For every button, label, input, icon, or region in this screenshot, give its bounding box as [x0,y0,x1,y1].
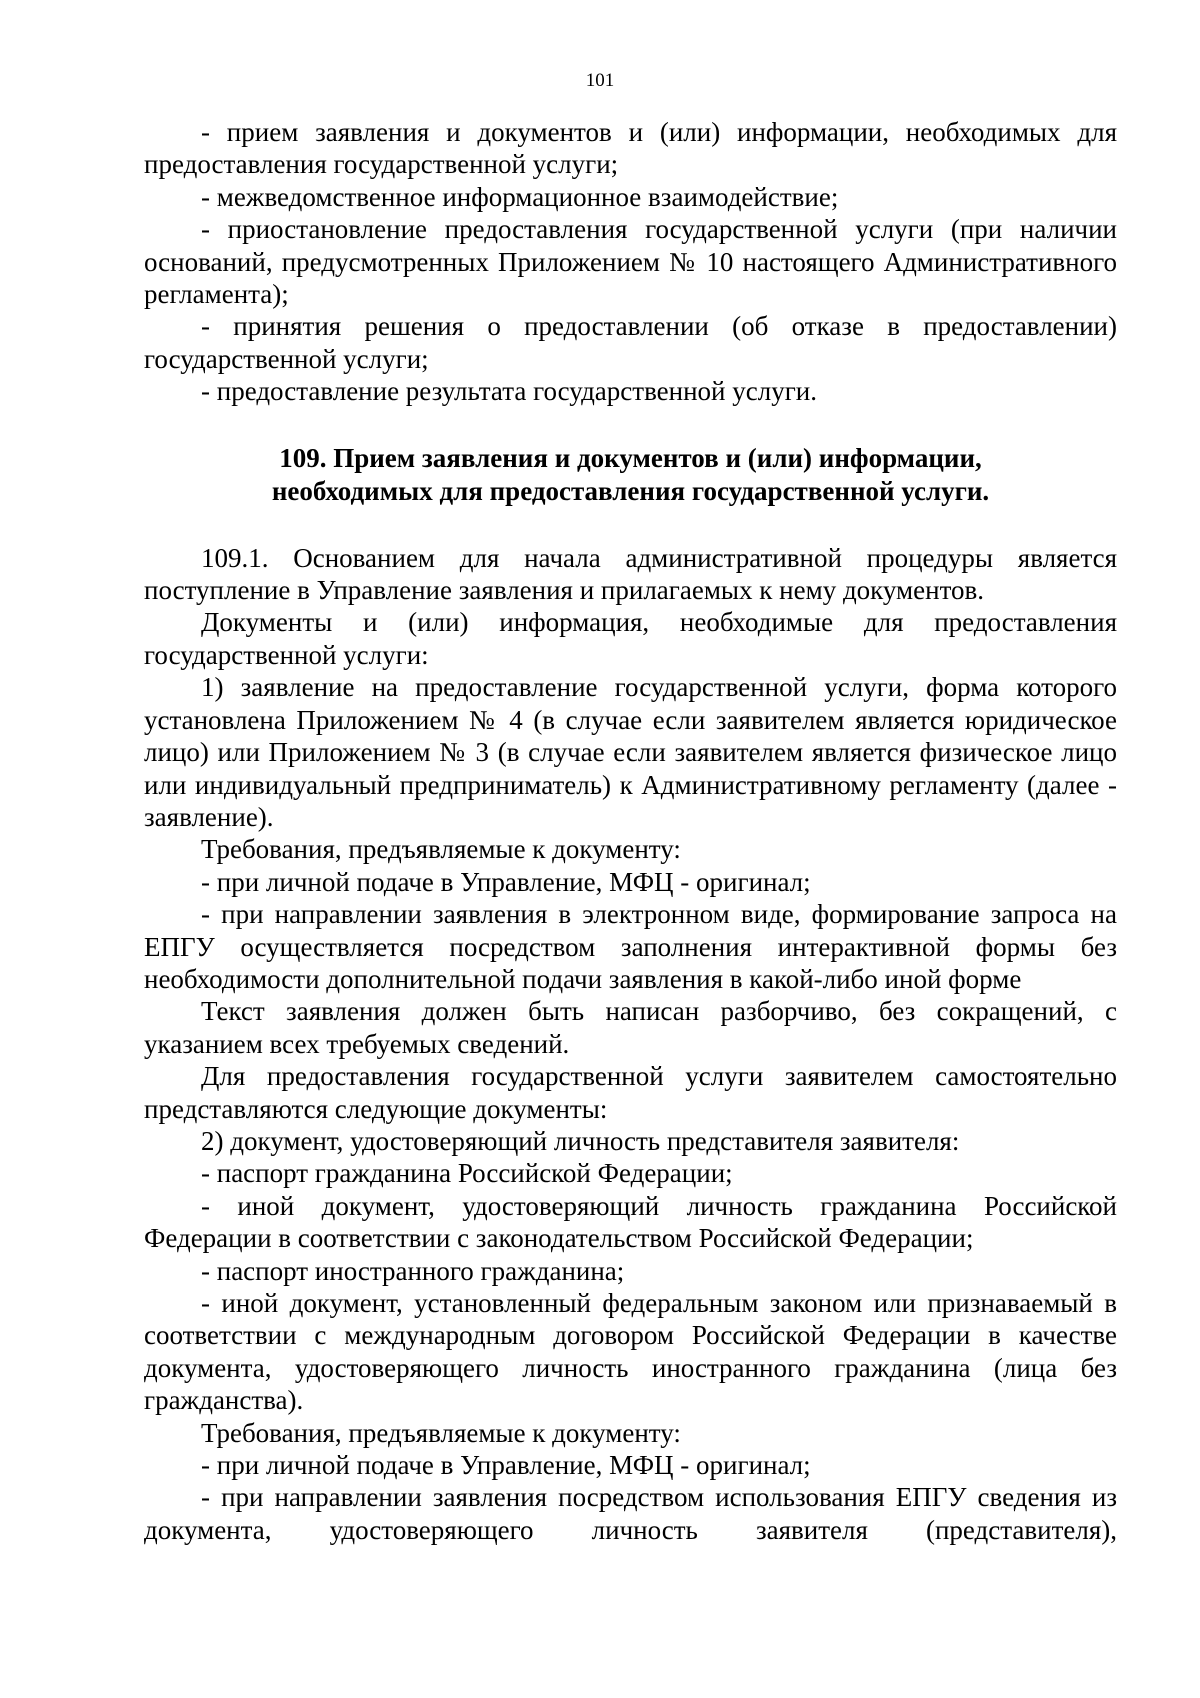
paragraph: Требования, предъявляемые к документу: [201,834,681,865]
paragraph: - при личной подаче в Управление, МФЦ - оригинал; [201,866,811,897]
intro-item: - предоставление результата государственной услуги. [201,376,817,407]
intro-item: - межведомственное информационное взаимодействие; [201,181,839,212]
paragraph: - паспорт иностранного гражданина; [201,1255,625,1286]
paragraph: Требования, предъявляемые к документу: [201,1417,681,1448]
paragraph: - паспорт гражданина Российской Федерации; [201,1158,733,1189]
page-number: 101 [585,70,615,91]
paragraph: 2) документ, удостоверяющий личность представителя заявителя: [201,1125,960,1156]
paragraph: - иной документ, установленный федеральным законом или признаваемый в соответствии с международным договором Российской Федерации в качестве документа, удостоверяющего личность иностранного гражданина (лица без гражданства). [144,1288,1117,1416]
paragraph: - при личной подаче в Управление, МФЦ - оригинал; [201,1450,811,1481]
paragraph: Текст заявления должен быть написан разборчиво, без сокращений, с указанием всех требуемых сведений. [144,996,1117,1059]
section-heading [144,442,1117,508]
section-heading-line: необходимых для предоставления государственной услуги. [271,475,990,506]
intro-item: - приостановление предоставления государственной услуги (при наличии оснований, предусмотренных Приложением № 10 настоящего Административного регламента); [144,214,1117,310]
section-heading-line: 109. Прием заявления и документов и (или) информации, [279,442,982,473]
paragraph: - при направлении заявления в электронном виде, формирование запроса на ЕПГУ осуществляется посредством заполнения интерактивной формы без необходимости дополнительной подачи заявления в какой-либо иной форме [144,899,1117,994]
paragraph: Документы и (или) информация, необходимые для предоставления государственной услуги: [144,607,1117,670]
intro-item: - прием заявления и документов и (или) информации, необходимых для предоставления государственной услуги; [144,117,1117,180]
document-body [144,116,1117,1546]
paragraph: 1) заявление на предоставление государственной услуги, форма которого установлена Приложением № 4 (в случае если заявителем является юридическое лицо) или Приложением № 3 (в случае если заявителем является физическое лицо или индивидуальный предприниматель) к Административному регламенту (далее - заявление). [144,672,1117,832]
paragraph: 109.1. Основанием для начала административной процедуры является поступление в Управление заявления и прилагаемых к нему документов. [144,542,1117,606]
paragraph: - иной документ, удостоверяющий личность гражданина Российской Федерации в соответствии с законодательством Российской Федерации; [144,1190,1117,1254]
paragraph: - при направлении заявления посредством использования ЕПГУ сведения из документа, удостоверяющего личность заявителя (представителя), [144,1482,1117,1545]
intro-item: - принятия решения о предоставлении (об отказе в предоставлении) государственной услуги; [144,311,1117,374]
paragraph: Для предоставления государственной услуги заявителем самостоятельно представляются следующие документы: [144,1061,1117,1124]
